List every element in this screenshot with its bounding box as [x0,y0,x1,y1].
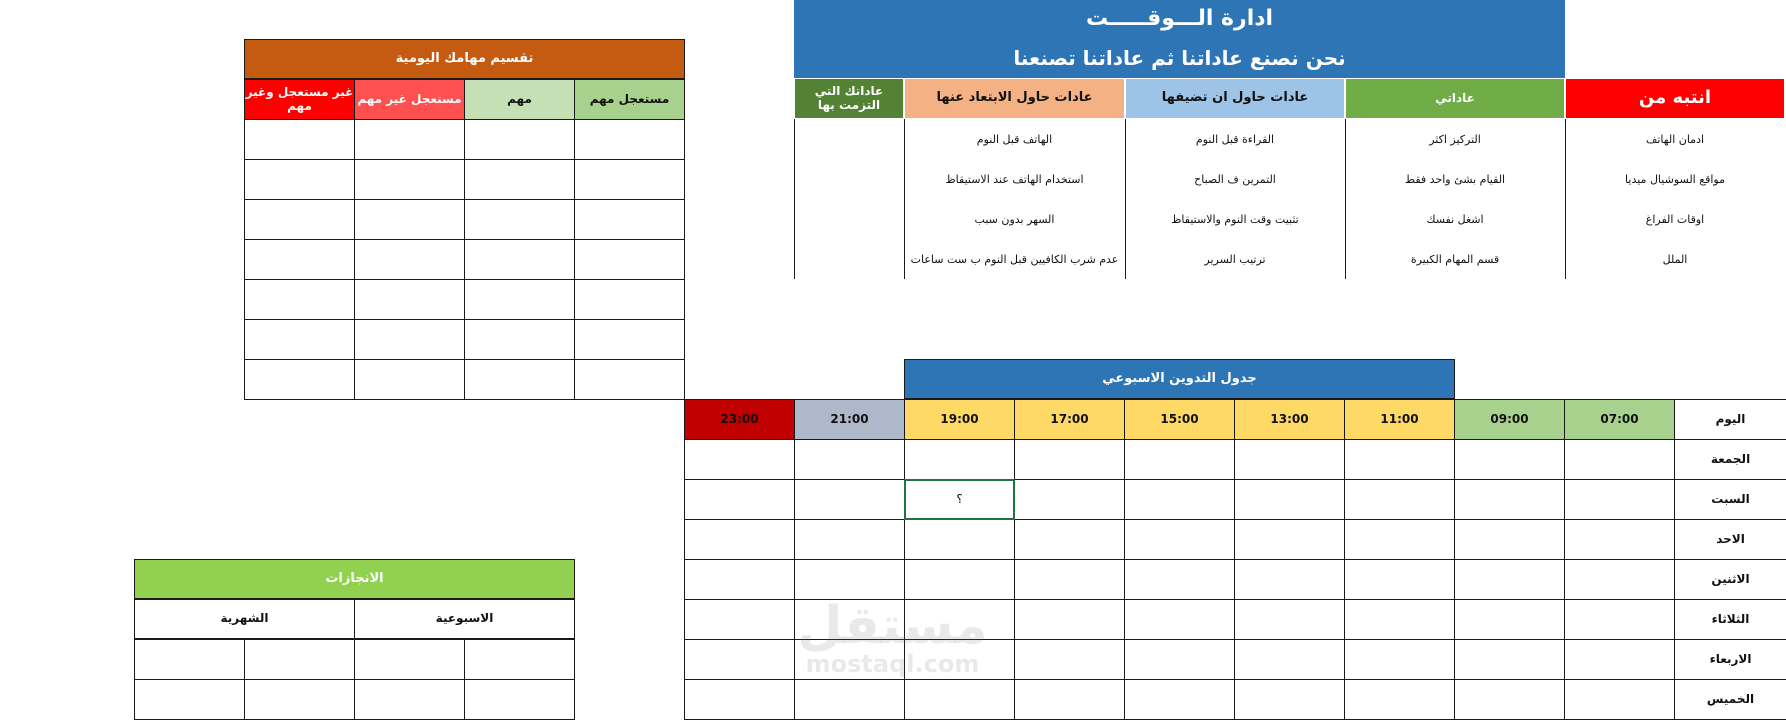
weekly-log-cell[interactable] [1344,639,1455,680]
page-subtitle: نحن نصنع عاداتنا ثم عاداتنا تصنعنا [1013,45,1346,70]
habit-column-divider [1565,119,1566,279]
habit-item-text: التركيز اكثر [1429,132,1481,146]
habit-item-text: عدم شرب الكافيين قبل النوم ب ست ساعات [910,252,1119,266]
weekly-log-cell[interactable] [1234,439,1345,480]
achievement-cell[interactable] [464,639,575,680]
habit-item [1345,199,1565,239]
weekly-log-cell[interactable] [684,639,795,680]
achievement-cell[interactable] [134,679,245,720]
daily-task-cell[interactable] [244,239,355,280]
habit-item [1565,239,1785,279]
weekly-log-cell[interactable] [684,559,795,600]
weekly-log-cell[interactable] [684,479,795,520]
habit-item-text: القيام بشئ واحد فقط [1404,172,1506,186]
daily-task-cell[interactable] [354,199,465,240]
page-title: ادارة الـــوقـــــت [1085,6,1274,31]
habit-column-divider [1125,119,1126,279]
weekly-log-cell[interactable] [794,479,905,520]
habit-column-divider [794,119,795,279]
header-subtitle-banner [794,37,1565,78]
achievement-cell[interactable] [464,679,575,720]
daily-task-cell[interactable] [464,239,575,280]
daily-column-header-2 [354,79,465,120]
weekly-log-cell[interactable] [1564,679,1675,720]
weekly-day-header [1674,399,1786,440]
watermark-logo-text: مستقل [797,596,988,656]
habit-item-text: الملل [1662,252,1688,266]
weekly-time-header-6 [904,399,1015,440]
weekly-day-label [1674,599,1786,640]
daily-task-cell[interactable] [574,159,685,200]
weekly-log-cell[interactable] [1124,439,1235,480]
header-title-banner [794,0,1565,37]
weekly-log-cell[interactable] [794,559,905,600]
weekly-log-cell[interactable] [1344,679,1455,720]
habit-column-header-1 [1345,78,1565,119]
weekly-log-cell[interactable] [1014,439,1125,480]
daily-task-cell[interactable] [574,319,685,360]
weekly-log-cell-selected-text: ؟ [956,491,963,506]
daily-column-header-1-text: مهم [507,91,532,106]
habit-item [1565,119,1785,159]
watermark [795,596,990,678]
habit-item [1565,199,1785,239]
habit-item [1125,159,1345,199]
weekly-log-cell[interactable] [684,439,795,480]
habit-item [794,159,904,199]
weekly-log-cell[interactable] [904,559,1015,600]
habit-item-text: قسم المهام الكبيرة [1410,252,1500,266]
weekly-day-label [1674,439,1786,480]
habit-column-header-1-text: عاداتي [1435,90,1475,105]
daily-tasks-title: تقسيم مهامك اليومية [244,39,685,79]
daily-task-cell[interactable] [574,119,685,160]
achievement-cell[interactable] [354,639,465,680]
achievement-cell[interactable] [244,679,355,720]
weekly-day-label-text: السبت [1711,491,1750,506]
daily-task-cell[interactable] [244,359,355,400]
weekly-log-cell[interactable] [1344,519,1455,560]
weekly-time-header-7 [794,399,905,440]
weekly-log-cell[interactable] [684,599,795,640]
daily-task-cell[interactable] [464,159,575,200]
weekly-log-cell[interactable] [1124,599,1235,640]
weekly-log-cell[interactable] [904,679,1015,720]
habit-item-text: الهاتف قبل النوم [976,132,1053,146]
habit-item-text: تثبيت وقت النوم والاستيقاظ [1171,212,1299,226]
weekly-time-header-5 [1014,399,1125,440]
weekly-time-header-4 [1124,399,1235,440]
weekly-day-label-text: الاحد [1716,531,1745,546]
habit-item [904,199,1125,239]
habit-item-text: اوقات الفراغ [1645,212,1705,226]
daily-task-cell[interactable] [354,119,465,160]
weekly-log-cell[interactable] [794,519,905,560]
weekly-log-cell[interactable] [1344,479,1455,520]
weekly-log-cell[interactable] [1014,519,1125,560]
weekly-log-cell[interactable] [1454,639,1565,680]
weekly-time-header-2 [1344,399,1455,440]
achievement-cell[interactable] [134,639,245,680]
habit-item [794,199,904,239]
habit-item [904,239,1125,279]
weekly-time-header-3-text: 13:00 [1270,411,1309,426]
habit-item [904,159,1125,199]
daily-column-header-0-text: مستعجل مهم [589,91,670,106]
daily-task-cell[interactable] [244,279,355,320]
daily-column-header-2-text: مستعجل غير مهم [357,91,462,106]
weekly-log-cell[interactable] [1564,519,1675,560]
habit-item-text: مواقع السوشيال ميديا [1625,172,1725,186]
habit-item [1565,159,1785,199]
habit-item [1345,119,1565,159]
weekly-log-cell[interactable] [1124,639,1235,680]
weekly-log-cell[interactable] [794,439,905,480]
habit-item [904,119,1125,159]
daily-task-cell[interactable] [244,159,355,200]
daily-task-cell[interactable] [354,279,465,320]
habit-column-header-4 [794,78,904,119]
daily-task-cell[interactable] [574,359,685,400]
habit-item [1345,159,1565,199]
habit-column-header-0 [1565,78,1785,119]
weekly-log-cell[interactable] [1454,599,1565,640]
weekly-log-cell[interactable] [1454,519,1565,560]
weekly-log-cell[interactable] [1234,519,1345,560]
weekly-log-cell[interactable] [1234,679,1345,720]
weekly-log-cell[interactable] [1124,679,1235,720]
weekly-day-label-text: الثلاثاء [1711,611,1750,626]
habit-item [1125,239,1345,279]
daily-task-cell[interactable] [244,119,355,160]
weekly-log-title: جدول التدوين الاسبوعي [904,359,1455,399]
daily-task-cell[interactable] [464,319,575,360]
weekly-log-cell[interactable] [1564,559,1675,600]
weekly-log-cell[interactable] [904,519,1015,560]
weekly-log-cell[interactable] [1564,599,1675,640]
weekly-log-cell[interactable] [904,439,1015,480]
weekly-log-cell[interactable] [1234,559,1345,600]
habit-item-text: ترتيب السرير [1204,252,1266,266]
weekly-time-header-5-text: 17:00 [1050,411,1089,426]
weekly-time-header-0 [1564,399,1675,440]
achievements-weekly-header: الاسبوعية [354,599,575,639]
weekly-day-label-text: الاثنين [1711,571,1750,586]
weekly-log-cell[interactable] [1344,599,1455,640]
weekly-day-header-text: اليوم [1715,411,1746,426]
weekly-day-label [1674,519,1786,560]
weekly-time-header-4-text: 15:00 [1160,411,1199,426]
achievements-title: الانجازات [134,559,575,599]
habit-column-header-3-text: عادات حاول الابتعاد عنها [936,90,1093,106]
weekly-log-cell[interactable] [1564,439,1675,480]
weekly-log-cell[interactable] [1124,519,1235,560]
weekly-log-cell[interactable] [1454,439,1565,480]
weekly-log-cell[interactable] [1234,599,1345,640]
achievements-monthly-header: الشهرية [134,599,355,639]
weekly-log-cell[interactable] [1014,599,1125,640]
daily-column-header-3 [244,79,355,120]
weekly-time-header-6-text: 19:00 [940,411,979,426]
habit-item-text: استخدام الهاتف عند الاستيقاظ [945,172,1084,186]
weekly-time-header-0-text: 07:00 [1600,411,1639,426]
weekly-log-cell[interactable] [1014,559,1125,600]
weekly-day-label-text: الاربعاء [1709,651,1752,666]
weekly-day-label-text: الجمعة [1710,451,1751,466]
daily-task-cell[interactable] [464,279,575,320]
daily-task-cell[interactable] [244,319,355,360]
weekly-time-header-2-text: 11:00 [1380,411,1419,426]
habit-item-text: اشغل نفسك [1426,212,1484,226]
weekly-log-cell[interactable] [1234,639,1345,680]
weekly-day-label [1674,559,1786,600]
daily-column-header-3-text: غير مستعجل وغير مهم [245,84,354,113]
habit-column-header-2-text: عادات حاول ان تضيفها [1161,90,1309,106]
weekly-time-header-8 [684,399,795,440]
weekly-log-cell[interactable] [1014,639,1125,680]
achievement-cell[interactable] [354,679,465,720]
weekly-log-cell[interactable] [1124,559,1235,600]
weekly-log-cell[interactable] [1234,479,1345,520]
weekly-log-cell[interactable] [1454,479,1565,520]
weekly-day-label [1674,679,1786,720]
habit-item [794,119,904,159]
daily-task-cell[interactable] [244,199,355,240]
weekly-log-cell[interactable] [684,679,795,720]
weekly-time-header-8-text: 23:00 [720,411,759,426]
daily-column-header-0 [574,79,685,120]
daily-task-cell[interactable] [464,359,575,400]
weekly-log-cell[interactable] [794,679,905,720]
habit-item-text: التمرين ف الصباح [1194,172,1276,186]
habit-column-header-0-text: انتبه من [1638,87,1712,109]
habit-item [1125,199,1345,239]
weekly-log-cell[interactable] [1344,439,1455,480]
habit-column-divider [904,119,905,279]
weekly-time-header-7-text: 21:00 [830,411,869,426]
daily-task-cell[interactable] [354,319,465,360]
weekly-log-cell[interactable] [684,519,795,560]
daily-column-header-1 [464,79,575,120]
habit-item [1125,119,1345,159]
daily-task-cell[interactable] [464,199,575,240]
habit-item-text: السهر بدون سبب [974,212,1055,226]
habit-column-header-3 [904,78,1125,119]
habit-item-text: ادمان الهاتف [1645,132,1705,146]
weekly-log-cell[interactable] [1564,639,1675,680]
weekly-time-header-1-text: 09:00 [1490,411,1529,426]
weekly-log-cell[interactable] [1454,679,1565,720]
daily-task-cell[interactable] [574,239,685,280]
habit-item [794,239,904,279]
weekly-day-label-text: الخميس [1706,691,1755,706]
daily-task-cell[interactable] [464,119,575,160]
weekly-log-cell-selected[interactable] [904,479,1015,520]
habit-column-header-4-text: عاداتك التي التزمت بها [814,83,884,112]
daily-task-cell[interactable] [354,159,465,200]
habit-item [1345,239,1565,279]
habit-column-divider [1345,119,1346,279]
daily-task-cell[interactable] [574,199,685,240]
weekly-day-label [1674,479,1786,520]
daily-task-cell[interactable] [354,239,465,280]
weekly-log-cell[interactable] [1564,479,1675,520]
weekly-time-header-1 [1454,399,1565,440]
weekly-day-label [1674,639,1786,680]
daily-task-cell[interactable] [574,279,685,320]
watermark-url: mostaql.com [805,650,980,678]
weekly-time-header-3 [1234,399,1345,440]
weekly-log-cell[interactable] [1014,679,1125,720]
achievement-cell[interactable] [244,639,355,680]
weekly-log-cell[interactable] [1454,559,1565,600]
weekly-log-cell[interactable] [1124,479,1235,520]
daily-task-cell[interactable] [354,359,465,400]
weekly-log-cell[interactable] [1344,559,1455,600]
habit-column-header-2 [1125,78,1345,119]
weekly-log-cell[interactable] [1014,479,1125,520]
habit-item-text: القراءة قبل النوم [1195,132,1275,146]
